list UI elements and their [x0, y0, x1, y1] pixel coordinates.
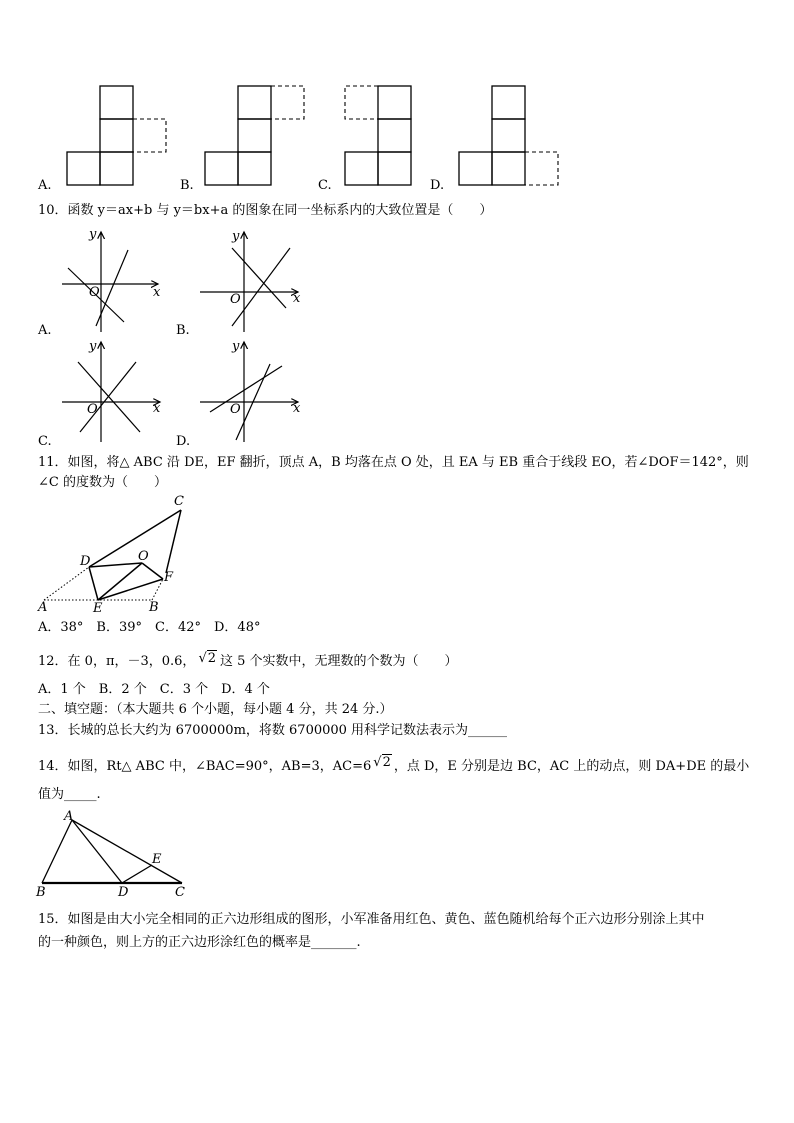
q9-option-c-figure — [338, 80, 448, 190]
q11-stem-line2: ∠C 的度数为（ ） — [38, 475, 167, 490]
q11-label-a: A — [38, 600, 48, 615]
q11-answers: A．38° B．39° C．42° D．48° — [38, 620, 261, 635]
q9-option-d-label: D. — [430, 178, 445, 193]
q9-option-d-figure — [452, 80, 567, 190]
q10b-x-label: x — [293, 291, 301, 306]
q11-label-d: D — [80, 554, 91, 569]
q10-option-a-graph — [58, 226, 168, 336]
q10-option-b-label: B. — [176, 323, 190, 338]
q10a-origin-label: O — [89, 285, 100, 300]
q10d-y-label: y — [232, 339, 240, 354]
q11-label-b: B — [149, 600, 159, 615]
q12-stem — [38, 651, 458, 670]
q13-stem: 13．长城的总长大约为 6700000m，将数 6700000 用科学记数法表示为______ — [38, 723, 508, 738]
q11-stem-line1: 11．如图，将△ ABC 沿 DE，EF 翻折，顶点 A，B 均落在点 O 处，且 EA 与 EB 重合于线段 EO，若∠DOF＝142°，则 — [38, 455, 749, 470]
q14-label-e: E — [152, 852, 162, 867]
q9-option-c-label: C. — [318, 178, 332, 193]
q14-sqrt: √2 — [373, 755, 391, 770]
q12-sqrt: √2 — [198, 651, 217, 666]
q12-stem-after: 这 5 个实数中，无理数的个数为（ ） — [220, 654, 458, 669]
q14-label-d: D — [118, 885, 129, 900]
q12-sqrt-radicand: 2 — [207, 651, 217, 666]
q10c-origin-label: O — [87, 402, 98, 417]
q11-label-e: E — [93, 601, 103, 616]
q10c-y-label: y — [89, 339, 97, 354]
q10a-x-label: x — [153, 285, 161, 300]
q14-stem-after: ，点 D，E 分别是边 BC，AC 上的动点，则 DA+DE 的最小 — [393, 759, 750, 774]
q15-stem-line1: 15．如图是由大小完全相同的正六边形组成的图形，小军准备用红色、黄色、蓝色随机给每个正六边形分别涂上其中 — [38, 912, 705, 927]
q10-option-c-label: C. — [38, 434, 52, 449]
q10c-x-label: x — [153, 401, 161, 416]
q10-option-d-label: D. — [176, 434, 191, 449]
q9-option-b-figure — [198, 80, 308, 190]
q15-stem-line2: 的一种颜色，则上方的正六边形涂红色的概率是_______. — [38, 935, 361, 950]
q14-stem-before: 14．如图，Rt△ ABC 中，∠BAC=90°，AB=3，AC=6 — [38, 759, 372, 774]
q10b-y-label: y — [232, 229, 240, 244]
q10d-origin-label: O — [230, 402, 241, 417]
q10-option-a-label: A. — [38, 323, 52, 338]
q10-option-d-graph — [196, 336, 306, 446]
q11-label-o: O — [138, 549, 149, 564]
q10d-x-label: x — [293, 401, 301, 416]
section2-heading: 二、填空题：（本大题共 6 个小题，每小题 4 分，共 24 分.） — [38, 702, 393, 717]
q9-option-a-label: A. — [38, 178, 52, 193]
q14-stem-line2: 值为_____. — [38, 787, 101, 802]
q11-label-f: F — [164, 570, 174, 585]
q10b-origin-label: O — [230, 292, 241, 307]
q12-answers: A．1 个 B．2 个 C．3 个 D．4 个 — [38, 682, 270, 697]
q11-label-c: C — [174, 494, 184, 509]
q14-label-c: C — [175, 885, 185, 900]
q10a-y-label: y — [89, 227, 97, 242]
q10-stem: 10．函数 y＝ax+b 与 y＝bx+a 的图象在同一坐标系内的大致位置是（ ） — [38, 203, 493, 218]
q10-option-b-graph — [196, 226, 306, 336]
q11-figure — [36, 493, 196, 615]
q14-figure — [34, 810, 194, 898]
q9-option-b-label: B. — [180, 178, 194, 193]
q14-stem-line1 — [38, 755, 750, 775]
q14-sqrt-radicand: 2 — [382, 755, 391, 770]
q9-option-a-figure — [60, 80, 170, 190]
q10-option-c-graph — [58, 336, 168, 446]
q14-label-b: B — [36, 885, 46, 900]
q12-stem-before: 12．在 0，π，－3，0.6， — [38, 654, 196, 669]
q14-label-a: A — [64, 809, 74, 824]
